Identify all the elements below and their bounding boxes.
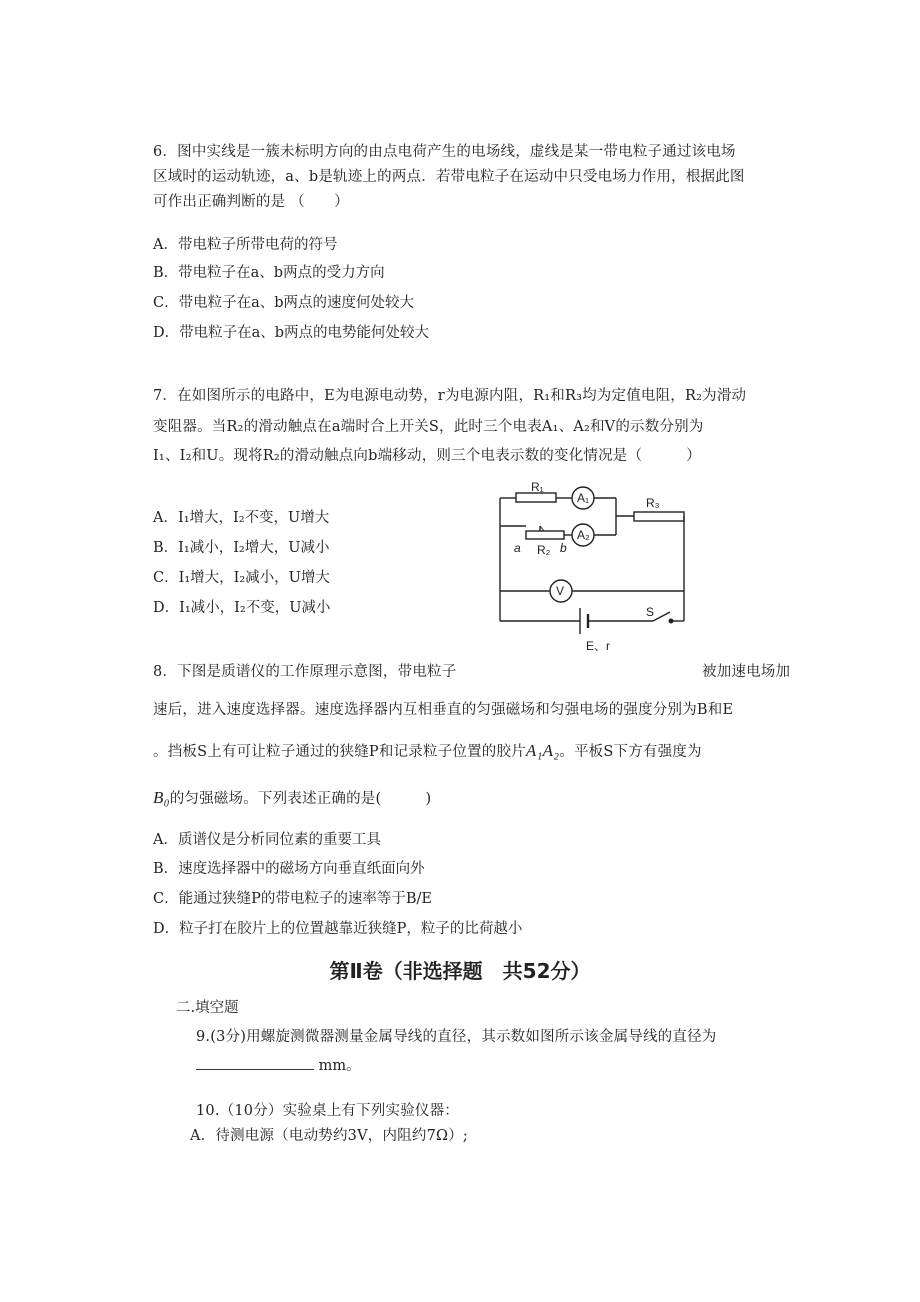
label-r3: R₃ <box>646 496 660 510</box>
q9-answer-line <box>196 1055 361 1076</box>
label-s: S <box>646 605 655 619</box>
q8-b0-symbol: B₀ <box>153 788 170 807</box>
q6-stem-line-3: 可作出正确判断的是 （ ） <box>153 194 349 210</box>
label-a-end: a <box>514 541 521 555</box>
q6-option-d: D．带电粒子在a、b两点的电势能何处较大 <box>153 325 430 341</box>
label-r2: R₂ <box>537 543 551 557</box>
q8-line-3-post: 。平板S下方有强度为 <box>559 744 702 760</box>
q6-stem-line-1: 6．图中实线是一簇未标明方向的由点电荷产生的电场线，虚线是某一带电粒子通过该电场 <box>153 144 736 160</box>
q6-option-b: B．带电粒子在a、b两点的受力方向 <box>153 265 385 281</box>
q9-text: 9.(3分)用螺旋测微器测量金属导线的直径，其示数如图所示该金属导线的直径为 <box>196 1029 717 1045</box>
q8-line-3 <box>153 741 702 762</box>
q8-film-symbol: A₁A₂ <box>525 741 560 760</box>
q10-option-a: A．待测电源（电动势约3V，内阻约7Ω）; <box>190 1128 468 1144</box>
q8-line-1a: 8．下图是质谱仪的工作原理示意图，带电粒子 <box>153 664 457 680</box>
q7-option-c: C．I₁增大，I₂减小，U增大 <box>153 570 330 586</box>
section-title: 第Ⅱ卷（非选择题 共52分） <box>329 959 591 983</box>
q8-line-4-post: 的匀强磁场。下列表述正确的是( ) <box>169 791 432 807</box>
circuit-diagram <box>488 476 698 656</box>
q7-stem-line-1: 7．在如图所示的电路中，E为电源电动势，r为电源内阻，R₁和R₃均为定值电阻，R₂为滑动 <box>153 388 747 404</box>
switch-s <box>653 612 670 621</box>
q7-stem-line-3: I₁、I₂和U。现将R₂的滑动触点向b端移动，则三个电表示数的变化情况是（ ） <box>153 448 702 464</box>
label-e-r: E、r <box>586 639 611 653</box>
q9-unit: mm。 <box>318 1058 361 1074</box>
q8-option-d: D．粒子打在胶片上的位置越靠近狭缝P，粒子的比荷越小 <box>153 921 523 937</box>
q8-line-3-pre: 。挡板S上有可让粒子通过的狭缝P和记录粒子位置的胶片 <box>153 744 526 760</box>
section-part-label: 二.填空题 <box>176 1000 239 1016</box>
q8-line-2: 速后，进入速度选择器。速度选择器内互相垂直的匀强磁场和匀强电场的强度分别为B和E <box>153 702 734 718</box>
q8-line-1b: 被加速电场加 <box>702 664 791 680</box>
q8-option-c: C．能通过狭缝P的带电粒子的速率等于B/E <box>153 891 432 907</box>
label-r1: R₁ <box>531 480 544 494</box>
q9-answer-blank[interactable] <box>196 1055 314 1070</box>
q8-option-b: B．速度选择器中的磁场方向垂直纸面向外 <box>153 861 425 877</box>
q6-option-a: A．带电粒子所带电荷的符号 <box>153 237 338 253</box>
label-a2: A₂ <box>577 528 590 542</box>
resistor-r1 <box>516 493 556 502</box>
label-b-end: b <box>560 541 567 555</box>
q7-stem-line-2: 变阻器。当R₂的滑动触点在a端时合上开关S，此时三个电表A₁、A₂和V的示数分别为 <box>153 419 704 435</box>
q8-line-4 <box>153 788 431 809</box>
label-v: V <box>556 584 565 598</box>
q6-option-c: C．带电粒子在a、b两点的速度何处较大 <box>153 295 415 311</box>
q10-text: 10.（10分）实验桌上有下列实验仪器： <box>196 1103 460 1119</box>
resistor-r3 <box>634 512 684 521</box>
q7-option-a: A．I₁增大，I₂不变，U增大 <box>153 510 330 526</box>
resistor-r2 <box>526 531 564 539</box>
label-a1: A₁ <box>577 491 590 505</box>
q7-option-d: D．I₁减小，I₂不变，U减小 <box>153 600 331 616</box>
q6-stem-line-2: 区域时的运动轨迹，a、b是轨迹上的两点．若带电粒子在运动中只受电场力作用，根据此图 <box>153 169 745 185</box>
q7-option-b: B．I₁减小，I₂增大，U减小 <box>153 540 330 556</box>
q8-option-a: A．质谱仪是分析同位素的重要工具 <box>153 832 381 848</box>
